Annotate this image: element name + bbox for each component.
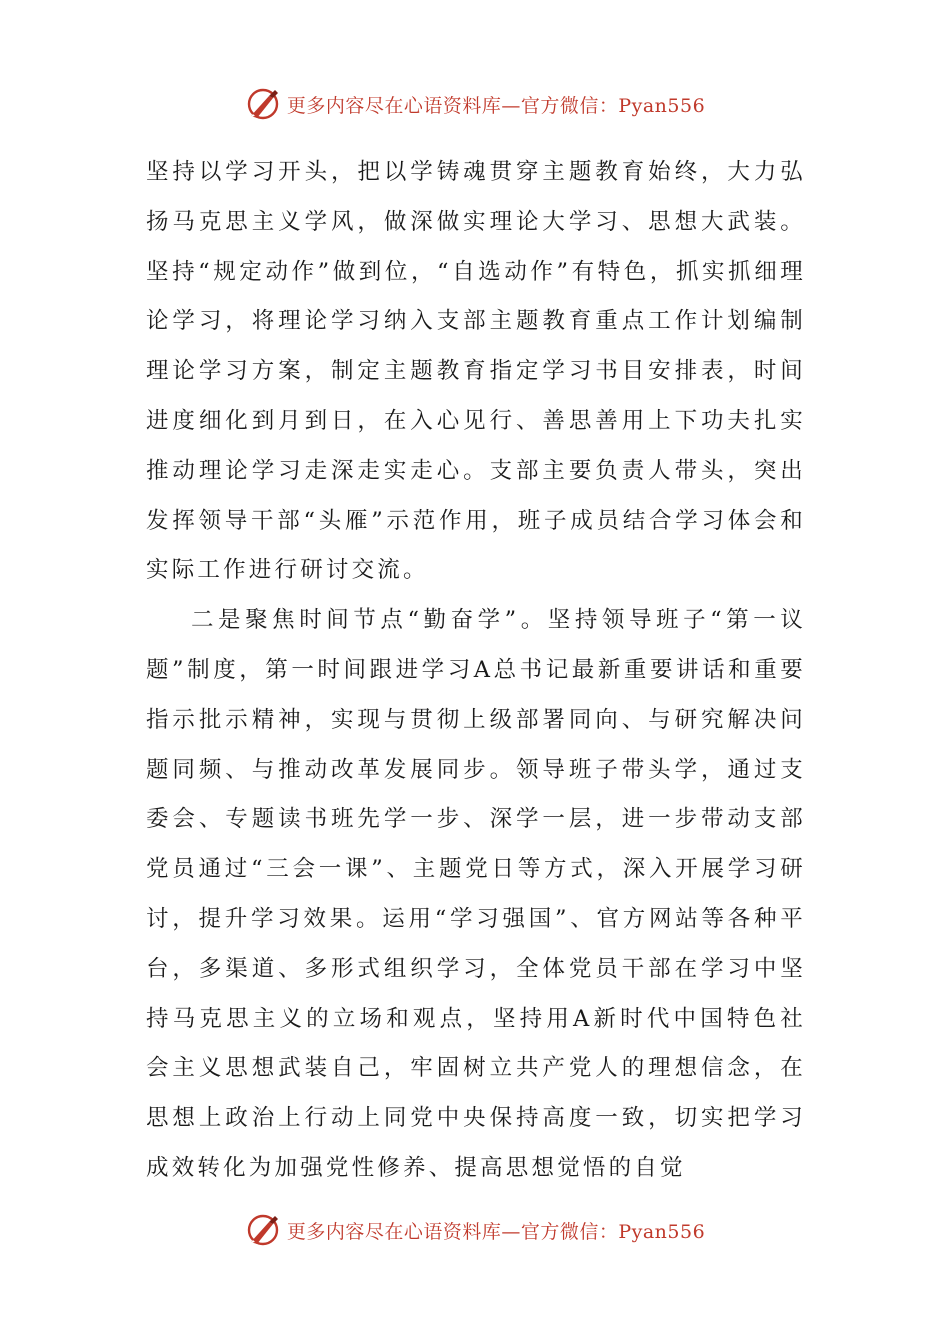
watermark-sub: 官方微信：Pyan556 xyxy=(520,94,706,117)
document-body xyxy=(146,148,806,1194)
watermark-separator: — xyxy=(501,94,521,117)
paragraph-2: 二是聚焦时间节点“勤奋学”。坚持领导班子“第一议题”制度，第一时间跟进学习A总书记最新重要讲话和重要指示批示精神，实现与贯彻上级部署同向、与研究解决问题同频、与推动改革发展同步。领导班子带头学，通过支委会、专题读书班先学一步、深学一层，进一步带动支部党员通过“三会一课”、主题党日等方式，深入开展学习研讨，提升学习效果。运用“学习强国”、官方网站等各种平台，多渠道、多形式组织学习，全体党员干部在学习中坚持马克思主义的立场和观点，坚持用A新时代中国特色社会主义思想武装自己，牢固树立共产党人的理想信念，在思想上政治上行动上同党中央保持高度一致，切实把学习成效转化为加强党性修养、提高思想觉悟的自觉 xyxy=(146,607,806,1181)
watermark-sub: 官方微信：Pyan556 xyxy=(520,1220,706,1243)
watermark-main: 更多内容尽在心语资料库 xyxy=(286,1220,502,1243)
paragraph-1: 坚持以学习开头，把以学铸魂贯穿主题教育始终，大力弘扬马克思主义学风，做深做实理论大学习、思想大武装。坚持“规定动作”做到位，“自选动作”有特色，抓实抓细理论学习，将理论学习纳入支部主题教育重点工作计划编制理论学习方案，制定主题教育指定学习书目安排表，时间进度细化到月到日，在入心见行、善思善用上下功夫扎实推动理论学习走深走实走心。支部主要负责人带头，突出发挥领导干部“头雁”示范作用，班子成员结合学习体会和实际工作进行研讨交流。 xyxy=(146,159,806,584)
header-watermark xyxy=(0,84,950,124)
watermark-text xyxy=(287,91,705,118)
pen-logo-icon xyxy=(245,86,281,122)
watermark-main: 更多内容尽在心语资料库 xyxy=(286,94,502,117)
footer-watermark xyxy=(0,1210,950,1250)
watermark-text xyxy=(287,1217,705,1244)
pen-logo-icon xyxy=(245,1212,281,1248)
watermark-separator: — xyxy=(501,1220,521,1243)
